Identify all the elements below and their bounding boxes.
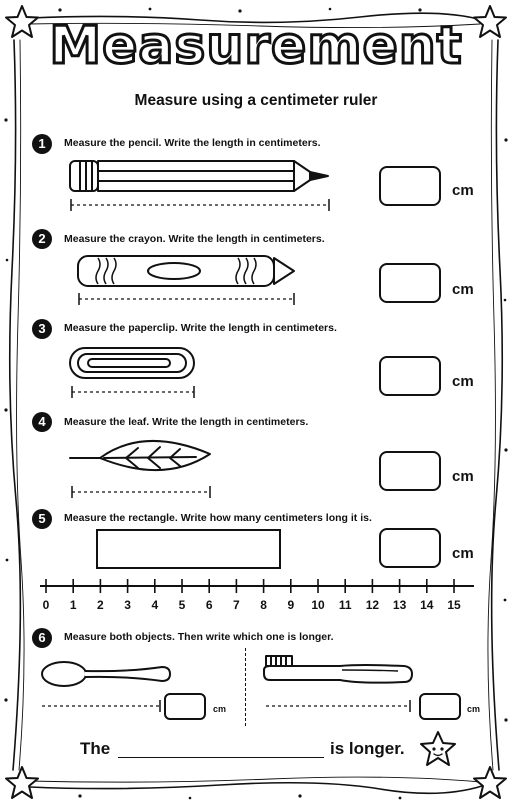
question-text: Measure both objects. Then write which one is longer. <box>64 631 334 643</box>
ruler-tick-label: 14 <box>420 598 434 612</box>
toothbrush-icon <box>260 652 420 718</box>
leaf-icon <box>64 432 220 502</box>
page-title: Measurement <box>49 16 463 76</box>
ruler-tick-label: 4 <box>151 598 159 612</box>
measure-rectangle <box>96 529 281 569</box>
answer-box[interactable] <box>379 528 441 568</box>
ruler-tick-label: 15 <box>447 598 461 612</box>
question-text: Measure the rectangle. Write how many centimeters long it is. <box>64 512 372 524</box>
answer-sentence-start: The <box>80 739 111 758</box>
question-number: 3 <box>32 319 52 339</box>
answer-box[interactable] <box>379 166 441 206</box>
ruler-tick-label: 6 <box>205 598 213 612</box>
ruler-tick-label: 9 <box>287 598 295 612</box>
pencil-icon <box>66 158 336 214</box>
answer-box[interactable] <box>164 693 206 720</box>
ruler-tick-label: 7 <box>233 598 240 612</box>
star-icon <box>418 729 458 769</box>
unit-label: cm <box>452 545 474 562</box>
page-subtitle: Measure using a centimeter ruler <box>134 92 378 109</box>
crayon-icon <box>72 252 302 310</box>
ruler-tick-label: 10 <box>311 598 325 612</box>
answer-line[interactable] <box>118 757 324 758</box>
unit-label: cm <box>452 281 474 298</box>
ruler-tick-label: 1 <box>69 598 77 612</box>
answer-box[interactable] <box>379 356 441 396</box>
question-number: 4 <box>32 412 52 432</box>
ruler-tick-label: 5 <box>178 598 186 612</box>
question-number: 5 <box>32 509 52 529</box>
ruler-tick-label: 2 <box>97 598 104 612</box>
star-icon <box>4 765 40 801</box>
ruler-tick-label: 11 <box>338 598 352 612</box>
unit-label: cm <box>452 468 474 485</box>
answer-box[interactable] <box>419 693 461 720</box>
ruler-tick-label: 12 <box>365 598 380 612</box>
question-text: Measure the paperclip. Write the length in centimeters. <box>64 322 337 334</box>
question-number: 1 <box>32 134 52 154</box>
ruler-tick-label: 8 <box>260 598 267 612</box>
unit-label: cm <box>213 704 227 714</box>
answer-sentence-end: is longer. <box>330 739 405 758</box>
question-text: Measure the leaf. Write the length in centimeters. <box>64 416 309 428</box>
ruler-tick-label: 3 <box>124 598 131 612</box>
question-number: 2 <box>32 229 52 249</box>
question-text: Measure the crayon. Write the length in centimeters. <box>64 233 325 245</box>
star-icon <box>472 765 508 801</box>
ruler-tick-label: 13 <box>392 598 407 612</box>
answer-box[interactable] <box>379 451 441 491</box>
question-number: 6 <box>32 628 52 648</box>
question-text: Measure the pencil. Write the length in centimeters. <box>64 137 321 149</box>
centimeter-ruler <box>0 576 512 600</box>
answer-box[interactable] <box>379 263 441 303</box>
ruler-tick-label: 0 <box>42 598 50 612</box>
unit-label: cm <box>452 182 474 199</box>
unit-label: cm <box>452 373 474 390</box>
unit-label: cm <box>467 704 481 714</box>
divider <box>245 648 246 726</box>
paperclip-icon <box>64 344 204 402</box>
